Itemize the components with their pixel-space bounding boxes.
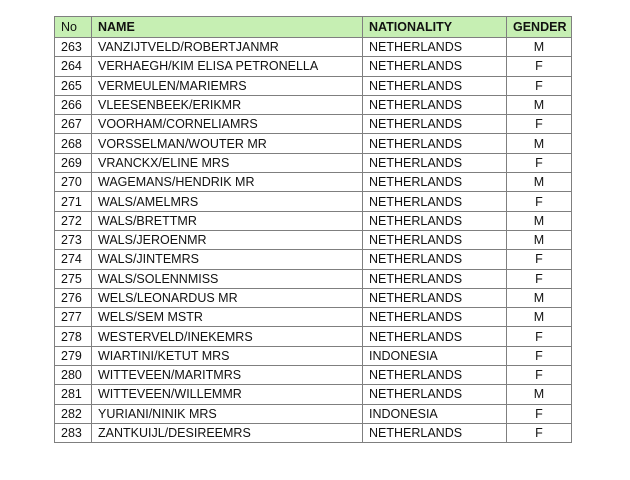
cell-no: 270 <box>55 173 92 192</box>
cell-gender: M <box>507 308 572 327</box>
cell-no: 273 <box>55 230 92 249</box>
cell-gender: M <box>507 173 572 192</box>
cell-name: WALS/JINTEMRS <box>92 250 363 269</box>
cell-no: 283 <box>55 423 92 442</box>
cell-name: VERMEULEN/MARIEMRS <box>92 76 363 95</box>
cell-gender: F <box>507 57 572 76</box>
cell-nationality: NETHERLANDS <box>363 327 507 346</box>
cell-nationality: NETHERLANDS <box>363 134 507 153</box>
cell-no: 275 <box>55 269 92 288</box>
cell-nationality: NETHERLANDS <box>363 153 507 172</box>
cell-nationality: INDONESIA <box>363 346 507 365</box>
column-header-gender: GENDER <box>507 17 572 38</box>
cell-nationality: NETHERLANDS <box>363 115 507 134</box>
cell-name: WALS/JEROENMR <box>92 230 363 249</box>
cell-nationality: NETHERLANDS <box>363 173 507 192</box>
column-header-name: NAME <box>92 17 363 38</box>
cell-name: VRANCKX/ELINE MRS <box>92 153 363 172</box>
cell-no: 265 <box>55 76 92 95</box>
cell-nationality: NETHERLANDS <box>363 57 507 76</box>
table-row <box>55 115 572 134</box>
cell-gender: F <box>507 115 572 134</box>
cell-no: 268 <box>55 134 92 153</box>
table-row <box>55 366 572 385</box>
table-row <box>55 230 572 249</box>
cell-name: WITTEVEEN/WILLEMMR <box>92 385 363 404</box>
cell-gender: F <box>507 269 572 288</box>
cell-no: 281 <box>55 385 92 404</box>
cell-nationality: NETHERLANDS <box>363 366 507 385</box>
cell-nationality: NETHERLANDS <box>363 250 507 269</box>
cell-no: 264 <box>55 57 92 76</box>
cell-name: WESTERVELD/INEKEMRS <box>92 327 363 346</box>
table-row <box>55 346 572 365</box>
table-row <box>55 404 572 423</box>
cell-no: 277 <box>55 308 92 327</box>
cell-nationality: NETHERLANDS <box>363 230 507 249</box>
cell-nationality: NETHERLANDS <box>363 308 507 327</box>
cell-gender: F <box>507 404 572 423</box>
cell-nationality: NETHERLANDS <box>363 423 507 442</box>
cell-name: ZANTKUIJL/DESIREEMRS <box>92 423 363 442</box>
table-row <box>55 192 572 211</box>
cell-name: WELS/LEONARDUS MR <box>92 288 363 307</box>
cell-no: 266 <box>55 95 92 114</box>
cell-gender: F <box>507 153 572 172</box>
cell-nationality: NETHERLANDS <box>363 76 507 95</box>
cell-name: WALS/BRETTMR <box>92 211 363 230</box>
cell-name: WALS/SOLENNMISS <box>92 269 363 288</box>
cell-no: 263 <box>55 38 92 57</box>
table-row <box>55 134 572 153</box>
table-row <box>55 211 572 230</box>
table-row <box>55 153 572 172</box>
cell-no: 278 <box>55 327 92 346</box>
cell-name: WIARTINI/KETUT MRS <box>92 346 363 365</box>
table-body <box>55 38 572 443</box>
cell-name: WITTEVEEN/MARITMRS <box>92 366 363 385</box>
cell-gender: F <box>507 423 572 442</box>
cell-nationality: NETHERLANDS <box>363 211 507 230</box>
table-row <box>55 308 572 327</box>
table-row <box>55 173 572 192</box>
cell-no: 274 <box>55 250 92 269</box>
table-row <box>55 385 572 404</box>
cell-name: VLEESENBEEK/ERIKMR <box>92 95 363 114</box>
cell-no: 269 <box>55 153 92 172</box>
table-row <box>55 327 572 346</box>
cell-no: 282 <box>55 404 92 423</box>
cell-gender: M <box>507 385 572 404</box>
table-row <box>55 288 572 307</box>
table-row <box>55 57 572 76</box>
cell-nationality: NETHERLANDS <box>363 95 507 114</box>
table-row <box>55 95 572 114</box>
cell-nationality: NETHERLANDS <box>363 269 507 288</box>
table-row <box>55 250 572 269</box>
cell-gender: M <box>507 211 572 230</box>
cell-gender: F <box>507 250 572 269</box>
cell-gender: F <box>507 346 572 365</box>
table-row <box>55 423 572 442</box>
cell-name: VERHAEGH/KIM ELISA PETRONELLA <box>92 57 363 76</box>
cell-gender: F <box>507 76 572 95</box>
passenger-table <box>54 16 572 443</box>
cell-no: 276 <box>55 288 92 307</box>
cell-gender: M <box>507 134 572 153</box>
cell-name: YURIANI/NINIK MRS <box>92 404 363 423</box>
cell-name: WELS/SEM MSTR <box>92 308 363 327</box>
cell-no: 272 <box>55 211 92 230</box>
cell-gender: M <box>507 38 572 57</box>
cell-gender: F <box>507 366 572 385</box>
cell-no: 271 <box>55 192 92 211</box>
cell-nationality: INDONESIA <box>363 404 507 423</box>
cell-nationality: NETHERLANDS <box>363 288 507 307</box>
cell-no: 279 <box>55 346 92 365</box>
cell-nationality: NETHERLANDS <box>363 192 507 211</box>
cell-name: VANZIJTVELD/ROBERTJANMR <box>92 38 363 57</box>
cell-no: 280 <box>55 366 92 385</box>
table-row <box>55 269 572 288</box>
cell-gender: M <box>507 230 572 249</box>
column-header-no: No <box>55 17 92 38</box>
column-header-nationality: NATIONALITY <box>363 17 507 38</box>
cell-nationality: NETHERLANDS <box>363 38 507 57</box>
cell-gender: M <box>507 288 572 307</box>
cell-gender: F <box>507 192 572 211</box>
cell-name: WALS/AMELMRS <box>92 192 363 211</box>
table-row <box>55 76 572 95</box>
cell-name: VOORHAM/CORNELIAMRS <box>92 115 363 134</box>
cell-gender: M <box>507 95 572 114</box>
cell-nationality: NETHERLANDS <box>363 385 507 404</box>
cell-name: VORSSELMAN/WOUTER MR <box>92 134 363 153</box>
table-row <box>55 38 572 57</box>
header-row <box>55 17 572 38</box>
cell-no: 267 <box>55 115 92 134</box>
cell-name: WAGEMANS/HENDRIK MR <box>92 173 363 192</box>
cell-gender: F <box>507 327 572 346</box>
